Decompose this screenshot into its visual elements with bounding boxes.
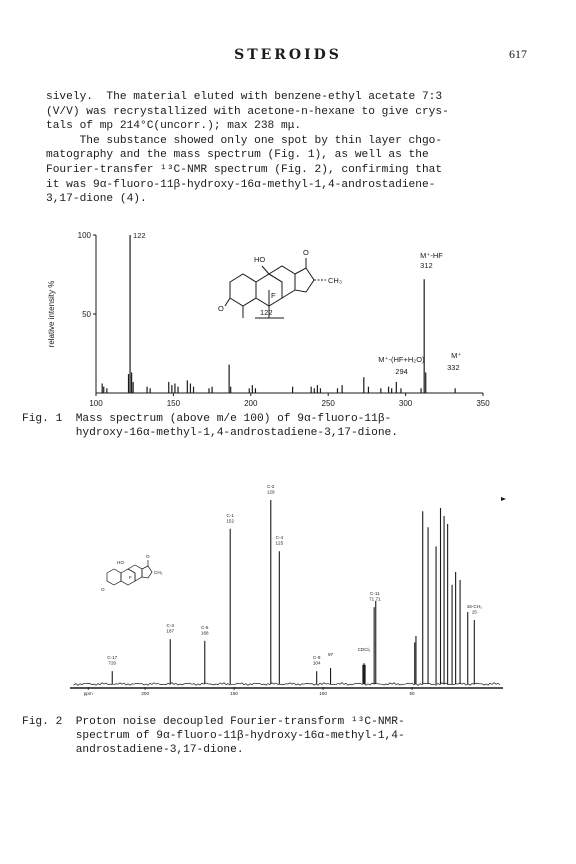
structure2-label-o-left: O bbox=[101, 587, 105, 592]
nmr-peak-shift: 720 bbox=[108, 660, 117, 666]
structure-label-f: F bbox=[271, 291, 276, 300]
nmr-peak-label: C-5 bbox=[201, 624, 209, 630]
nmr-x-tick-label: 100 bbox=[319, 691, 327, 696]
nmr-peak-shift: 187 bbox=[166, 628, 175, 634]
nmr-peak-shift: 152 bbox=[226, 518, 235, 524]
structure2-label-f: F bbox=[129, 575, 132, 580]
structure-label-ch3: CH₃ bbox=[328, 276, 342, 285]
ms-peak-annotation: 122 bbox=[133, 231, 146, 240]
nmr-x-tick-label: 50 bbox=[409, 691, 415, 696]
nmr-peak-label: C-1 bbox=[226, 512, 234, 518]
body-line: (V/V) was recrystallized with acetone-n-hexane to give crys- bbox=[46, 105, 449, 118]
ms-x-tick-label: 150 bbox=[166, 399, 181, 408]
page-number: 617 bbox=[509, 47, 527, 61]
steroid-structure-fig1 bbox=[225, 258, 326, 318]
nmr-peak-label: C-17 bbox=[107, 655, 118, 661]
nmr-axes bbox=[70, 683, 503, 696]
ms-x-tick-label: 350 bbox=[476, 399, 490, 408]
fig1-caption-line2: hydroxy-16α-methyl-1,4-androstadiene-3,17-dione. bbox=[22, 427, 398, 439]
ms-peak-annotation: M⁺ bbox=[451, 351, 462, 360]
nmr-x-tick-label: ppm bbox=[83, 691, 93, 696]
ms-y-axis-label: relative intensity % bbox=[47, 280, 56, 348]
body-line: The substance showed only one spot by thin layer chgo- bbox=[46, 134, 443, 147]
mass-spectrum-chart bbox=[40, 222, 540, 412]
ms-x-tick-label: 250 bbox=[321, 399, 335, 408]
structure2-label-ch3: CH₃ bbox=[154, 570, 163, 575]
nmr-peak-shift: 129 bbox=[266, 489, 275, 495]
body-line: tals of mp 214°C(uncorr.); max 238 mμ. bbox=[46, 120, 302, 133]
nmr-peak-label: C-4 bbox=[275, 535, 284, 541]
ms-x-tick-label: 200 bbox=[244, 399, 258, 408]
body-line: it was 9α-fluoro-11β-hydroxy-16α-methyl-1,4-androstadiene- bbox=[46, 178, 436, 191]
nmr-x-tick-label: 150 bbox=[230, 691, 238, 696]
body-line: Fourier-transfer ¹³C-NMR spectrum (Fig. 2), confirming that bbox=[46, 164, 443, 176]
nmr-peak-shift: 104 bbox=[312, 660, 321, 666]
nmr-peaks bbox=[112, 500, 474, 684]
running-header-title: STEROIDS bbox=[234, 47, 342, 63]
ms-x-tick-label: 300 bbox=[398, 399, 413, 408]
body-line: matography and the mass spectrum (Fig. 1), as well as the bbox=[46, 149, 429, 162]
ms-peak-annotation: M⁺-HF bbox=[420, 251, 443, 260]
fig2-caption-line1: Fig. 2 Proton noise decoupled Fourier-transform ¹³C-NMR- bbox=[22, 716, 405, 728]
nmr-peak-label: C-3 bbox=[166, 623, 174, 629]
ms-peak-annotation: 294 bbox=[395, 367, 408, 376]
nmr-peak-label: C-9 bbox=[312, 655, 321, 661]
structure-label-frag: 122 bbox=[260, 308, 273, 317]
nmr-spectrum-chart bbox=[40, 484, 520, 708]
structure-label-o-left: O bbox=[218, 304, 224, 313]
ms-y-tick-label: 50 bbox=[82, 310, 91, 319]
nmr-peak-label: C-11 bbox=[370, 591, 380, 597]
ms-annotations bbox=[133, 231, 461, 376]
structure2-label-o-top: O bbox=[146, 554, 150, 559]
structure-label-o-top: O bbox=[303, 248, 309, 257]
fig2-caption-line3: androstadiene-3,17-dione. bbox=[22, 744, 244, 756]
nmr-peak-label: CDCl₃ bbox=[357, 647, 371, 653]
nmr-x-tick-label: 200 bbox=[141, 691, 150, 696]
nmr-peak-labels bbox=[107, 484, 482, 666]
nmr-peak-label: 97 bbox=[327, 652, 334, 657]
nmr-peak-shift: 15 bbox=[471, 609, 477, 615]
body-line: sively. The material eluted with benzene-ethyl acetate 7:3 bbox=[46, 91, 443, 103]
structure2-label-ho: HO bbox=[117, 560, 124, 565]
nmr-peak-shift: 125 bbox=[275, 540, 284, 546]
structure-label-ho: HO bbox=[254, 255, 266, 264]
lock-arrow-icon bbox=[501, 497, 506, 501]
ms-x-tick-label: 100 bbox=[89, 399, 103, 408]
ms-peak-annotation: M⁺-(HF+H₂O) bbox=[378, 355, 425, 364]
nmr-peak-label: 16-CH₃ bbox=[466, 604, 482, 609]
ms-y-tick-label: 100 bbox=[77, 231, 91, 240]
nmr-peak-label: C-2 bbox=[267, 484, 275, 489]
nmr-peak-shift: 168 bbox=[200, 630, 209, 636]
ms-peak-annotation: 332 bbox=[447, 363, 460, 372]
body-line: 3,17-dione (4). bbox=[46, 193, 147, 206]
ms-peak-annotation: 312 bbox=[420, 261, 433, 270]
steroid-structure-fig2 bbox=[107, 560, 152, 585]
nmr-peak-shift: 71 71 bbox=[369, 596, 381, 602]
fig1-caption-line1: Fig. 1 Mass spectrum (above m/e 100) of 9α-fluoro-11β- bbox=[22, 413, 392, 425]
fig2-caption-line2: spectrum of 9α-fluoro-11β-hydroxy-16α-methyl-1,4- bbox=[22, 730, 405, 742]
